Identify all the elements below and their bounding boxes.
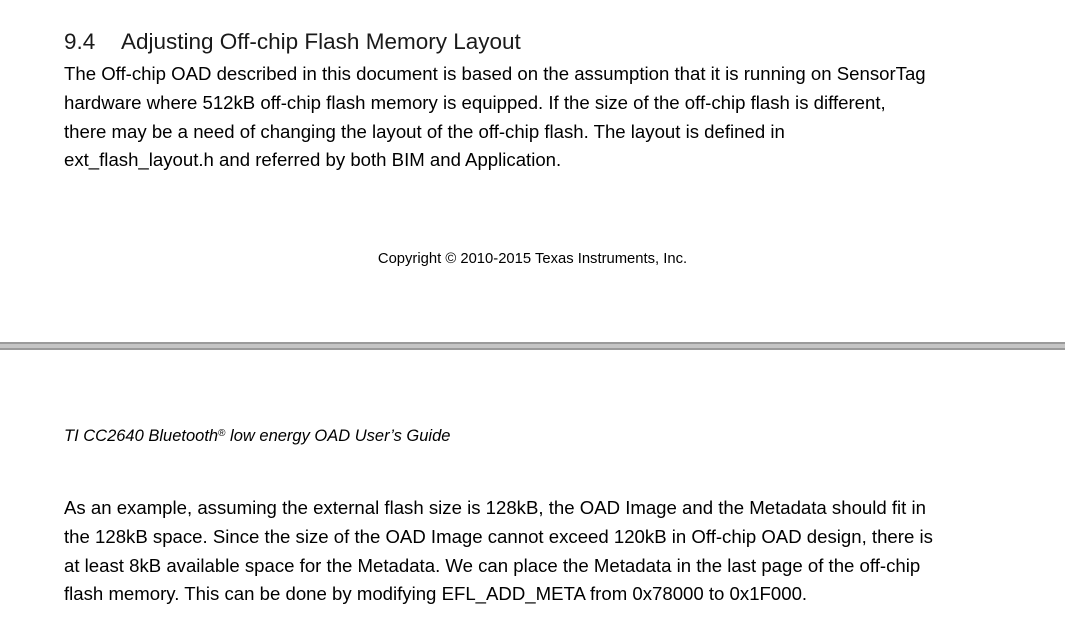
body-paragraph-2 [64, 494, 933, 609]
running-header-suffix: low energy OAD User’s Guide [225, 427, 451, 445]
paragraph-line: there may be a need of changing the layout of the off-chip flash. The layout is defined in [64, 120, 785, 142]
page-break-divider [0, 342, 1065, 350]
page-footer-copyright: Copyright © 2010-2015 Texas Instruments, Inc. [377, 251, 688, 267]
body-paragraph-1 [64, 60, 926, 175]
paragraph-line: flash memory. This can be done by modifying EFL_ADD_META from 0x78000 to 0x1F000. [64, 583, 808, 605]
paragraph-line: The Off-chip OAD described in this document is based on the assumption that it is running on SensorTag [64, 63, 926, 84]
paragraph-line: hardware where 512kB off-chip flash memory is equipped. If the size of the off-chip flash is different, [64, 91, 886, 113]
paragraph-line: the 128kB space. Since the size of the OAD Image cannot exceed 120kB in Off-chip OAD design, there is [64, 525, 933, 547]
registered-mark: ® [218, 428, 226, 439]
section-heading [64, 27, 521, 57]
section-number: 9.4 [64, 29, 96, 54]
paragraph-line: ext_flash_layout.h and referred by both BIM and Application. [64, 149, 562, 171]
paragraph-line: As an example, assuming the external flash size is 128kB, the OAD Image and the Metadata should fit in [64, 497, 926, 518]
page-running-header [64, 423, 450, 447]
paragraph-line: at least 8kB available space for the Metadata. We can place the Metadata in the last page of the off-chip [64, 554, 921, 576]
running-header-prefix: TI CC2640 Bluetooth [64, 427, 219, 445]
section-title: Adjusting Off-chip Flash Memory Layout [121, 29, 521, 54]
